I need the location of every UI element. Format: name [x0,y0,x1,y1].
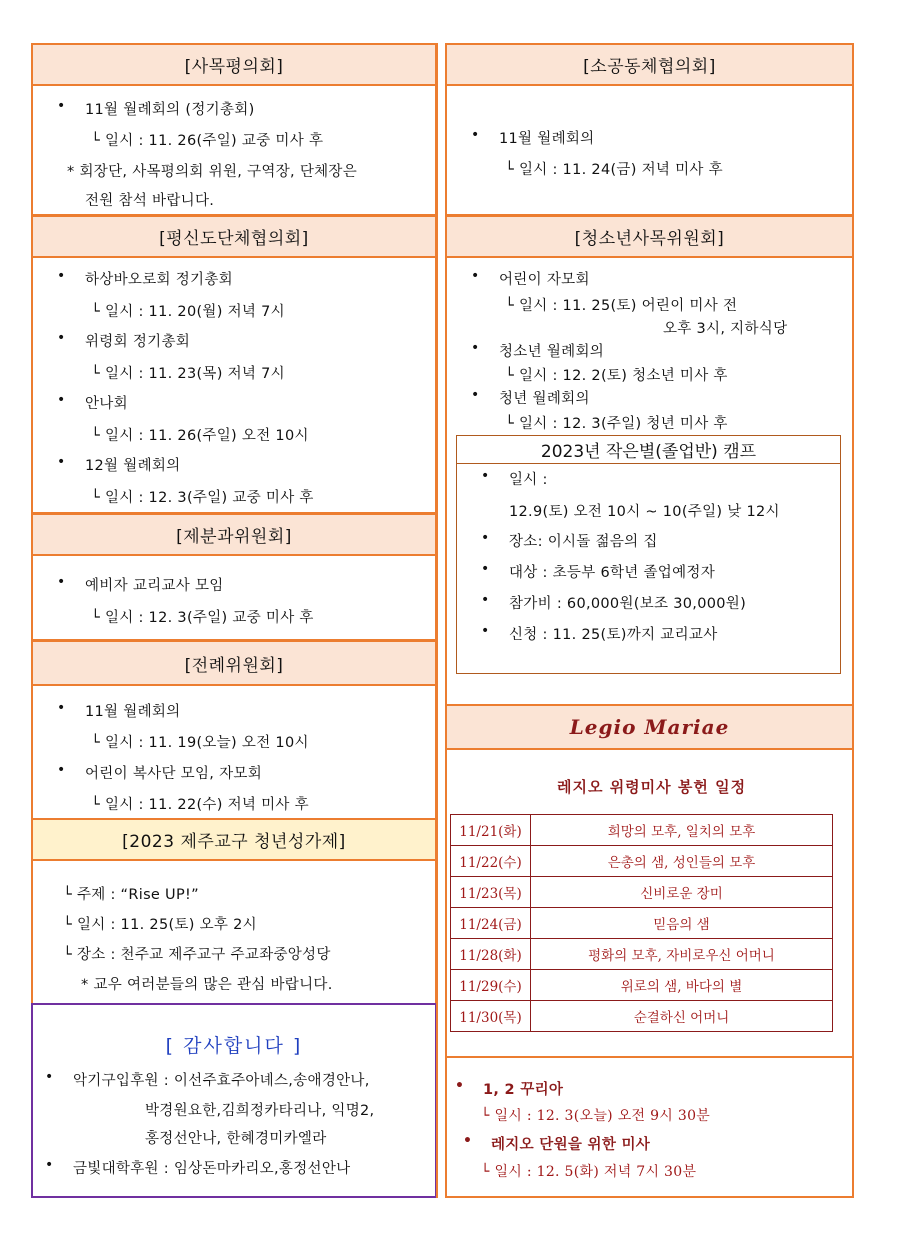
table-row [451,1001,833,1032]
schedule-praesidium: 평화의 모후, 자비로우신 어머니 [531,939,833,970]
note: * 회장단, 사목평의회 위원, 구역장, 단체장은 [67,164,358,180]
list-item: └ 일시 : 12. 2(토) 청소년 미사 후 [505,368,728,384]
list-item: • 하상바오로회 정기총회 [85,268,233,289]
list-item: • 악기구입후원 : 이선주효주아녜스,송애경안나, [73,1069,370,1090]
column-divider [436,43,438,1198]
thanks-title: [ 감사합니다 ] [165,1035,303,1057]
list-item: • 금빛대학후원 : 임상돈마카리오,홍정선안나 [73,1157,350,1178]
list-item: └ 일시 : 11. 23(목) 저녁 7시 [91,366,285,382]
list-item: 12.9(토) 오전 10시 ~ 10(주일) 낮 12시 [509,504,780,520]
camp-box [456,435,841,674]
list-item: 오후 3시, 지하식당 [663,321,788,337]
event-time: └ 일시 : 12. 3(오늘) 오전 9시 30분 [481,1108,711,1124]
schedule-praesidium: 믿음의 샘 [531,908,833,939]
legio-subtitle: 레지오 위령미사 봉헌 일정 [557,778,747,796]
schedule-praesidium: 순결하신 어머니 [531,1001,833,1032]
jeonrye-header: [전례위원회] [31,640,437,686]
table-row [451,877,833,908]
list-item: └ 일시 : 12. 3(주일) 교중 미사 후 [91,490,314,506]
schedule-date: 11/30(목) [451,1001,531,1032]
schedule-date: 11/29(수) [451,970,531,1001]
event-time: └ 일시 : 12. 5(화) 저녁 7시 30분 [481,1164,697,1180]
youthcmte-box [445,256,854,706]
legio-events-box [445,1056,854,1198]
table-row [451,970,833,1001]
schedule-praesidium: 은총의 샘, 성인들의 모후 [531,846,833,877]
list-item: • 11월 월례회의 (정기총회) [85,98,255,119]
sogong-header: [소공동체협의회] [445,43,854,86]
pyeongsin-header: [평신도단체협의회] [31,215,437,258]
list-item: • 일시 : [509,468,548,489]
samok-box [31,84,437,216]
list-item: └ 일시 : 11. 22(수) 저녁 미사 후 [91,797,309,813]
list-item: └ 일시 : 12. 3(주일) 청년 미사 후 [505,416,728,432]
table-row [451,939,833,970]
schedule-praesidium: 신비로운 장미 [531,877,833,908]
list-item: • 신청 : 11. 25(토)까지 교리교사 [509,623,718,644]
schedule-praesidium: 위로의 샘, 바다의 별 [531,970,833,1001]
list-item: └ 일시 : 11. 26(주일) 오전 10시 [91,428,309,444]
jebun-header: [제분과위원회] [31,513,437,556]
note: * 교우 여러분들의 많은 관심 바랍니다. [81,977,333,993]
legio-box [445,748,854,1058]
list-item: └ 장소 : 천주교 제주교구 주교좌중앙성당 [63,947,331,963]
sogong-box [445,84,854,216]
list-item: • 위령회 정기총회 [85,330,190,351]
jeonrye-box [31,684,437,820]
mass-schedule-table [450,814,833,1032]
list-item: • 12월 월례회의 [85,454,181,475]
list-item: • 11월 월례회의 [499,127,595,148]
schedule-date: 11/22(수) [451,846,531,877]
list-item: • 대상 : 초등부 6학년 졸업예정자 [509,561,715,582]
samok-header: [사목평의회] [31,43,437,86]
schedule-date: 11/28(화) [451,939,531,970]
jebun-box [31,554,437,641]
thanks-box [31,1003,437,1198]
youth-festival-header: [2023 제주교구 청년성가제] [31,818,437,861]
list-item: 홍정선안나, 한혜경미카엘라 [145,1131,327,1147]
list-item: └ 일시 : 11. 19(오늘) 오전 10시 [91,735,309,751]
camp-title: 2023년 작은별(졸업반) 캠프 [457,436,840,464]
list-item: • 장소: 이시돌 젊음의 집 [509,530,658,551]
youthcmte-header: [청소년사목위원회] [445,215,854,258]
left-column [31,43,437,1198]
list-item: └ 일시 : 12. 3(주일) 교중 미사 후 [91,610,314,626]
legio-header: Legio Mariae [445,704,854,750]
schedule-praesidium: 희망의 모후, 일치의 모후 [531,815,833,846]
table-row [451,908,833,939]
event-title: • 레지오 단원을 위한 미사 [491,1133,650,1154]
list-item: • 어린이 복사단 모임, 자모회 [85,762,262,783]
list-item: • 안나회 [85,392,128,413]
list-item: • 청년 월례회의 [499,387,590,408]
list-item: └ 주제 : “Rise UP!” [63,887,199,903]
list-item: • 청소년 월례회의 [499,340,604,361]
youth-festival-box [31,859,437,1005]
schedule-date: 11/23(목) [451,877,531,908]
table-row [451,815,833,846]
list-item: 박경원요한,김희정카타리나, 익명2, [145,1103,375,1119]
list-item: • 어린이 자모회 [499,268,590,289]
list-item: └ 일시 : 11. 20(월) 저녁 7시 [91,304,285,320]
table-row [451,846,833,877]
list-item: └ 일시 : 11. 25(토) 어린이 미사 전 [505,298,738,314]
list-item: └ 일시 : 11. 25(토) 오후 2시 [63,917,257,933]
list-item: └ 일시 : 11. 24(금) 저녁 미사 후 [505,162,723,178]
list-item: • 11월 월례회의 [85,700,181,721]
schedule-date: 11/24(금) [451,908,531,939]
schedule-date: 11/21(화) [451,815,531,846]
list-item: └ 일시 : 11. 26(주일) 교중 미사 후 [91,133,324,149]
list-item: • 참가비 : 60,000원(보조 30,000원) [509,592,746,613]
note: 전원 참석 바랍니다. [85,193,215,209]
right-column [445,43,854,1198]
list-item: • 예비자 교리교사 모임 [85,574,224,595]
event-title: • 1, 2 꾸리아 [483,1078,563,1099]
pyeongsin-box [31,256,437,514]
